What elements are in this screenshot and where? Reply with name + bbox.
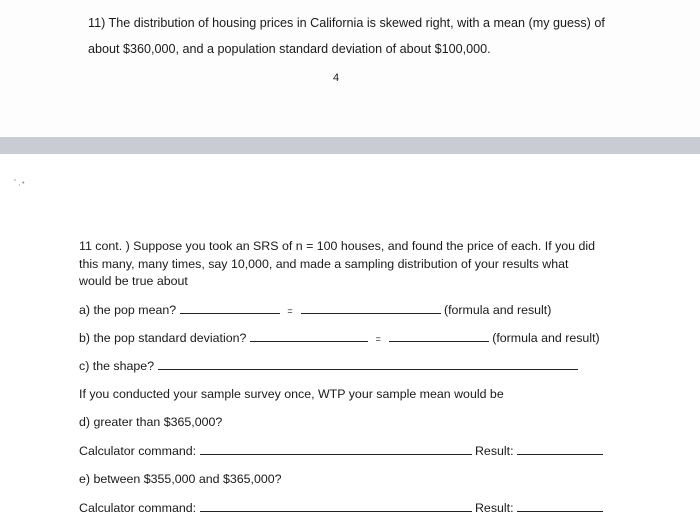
intro-line3: would be true about: [79, 274, 188, 288]
item-d-row: [79, 415, 222, 429]
item-a-formula-blank[interactable]: [180, 312, 280, 314]
page-divider: [0, 137, 700, 154]
result-e-blank[interactable]: [517, 510, 603, 512]
calc-d-label: Calculator command:: [79, 444, 197, 458]
scan-specks: ˚ , •: [14, 180, 25, 187]
item-a-suffix: (formula and result): [443, 303, 552, 317]
intro-line1: 11 cont. ) Suppose you took an SRS of n = 100 houses, and found the price of each. If you did: [79, 239, 596, 253]
page-number: 4: [333, 72, 340, 84]
question-11-continued: [79, 238, 619, 291]
item-b-equals: =: [375, 334, 381, 344]
result-d-label: Result:: [474, 444, 514, 458]
item-b-suffix: (formula and result): [492, 331, 600, 345]
calc-e-row: [79, 501, 603, 515]
result-e-label: Result:: [474, 501, 514, 515]
item-a-row: [79, 303, 551, 317]
question-11-line1: 11) The distribution of housing prices in California is skewed right, with a mean (my guess) of: [88, 16, 605, 30]
question-11-line2: about $360,000, and a population standard deviation of about $100,000.: [88, 42, 491, 56]
item-a-equals: =: [287, 306, 293, 316]
item-c-blank[interactable]: [158, 368, 578, 370]
wtp-text: If you conducted your sample survey once, WTP your sample mean would be: [79, 387, 504, 401]
item-d-label: d) greater than $365,000?: [79, 415, 223, 429]
item-b-label: b) the pop standard deviation?: [79, 331, 247, 345]
item-c-row: [79, 359, 578, 373]
item-b-result-blank[interactable]: [389, 340, 489, 342]
intro-line2: this many, many times, say 10,000, and made a sampling distribution of your results what: [79, 256, 569, 271]
item-c-label: c) the shape?: [79, 359, 155, 373]
question-11-text: [88, 10, 648, 62]
calc-d-blank[interactable]: [200, 453, 472, 455]
page-top: [0, 0, 700, 137]
item-b-row: [79, 331, 600, 345]
calc-d-row: [79, 444, 603, 458]
item-e-label: e) between $355,000 and $365,000?: [79, 472, 282, 486]
calc-e-blank[interactable]: [200, 510, 472, 512]
wtp-row: [79, 387, 504, 401]
result-d-blank[interactable]: [517, 453, 603, 455]
item-e-row: [79, 472, 282, 486]
calc-e-label: Calculator command:: [79, 501, 197, 515]
item-b-formula-blank[interactable]: [250, 340, 368, 342]
item-a-label: a) the pop mean?: [79, 303, 177, 317]
item-a-result-blank[interactable]: [301, 312, 441, 314]
